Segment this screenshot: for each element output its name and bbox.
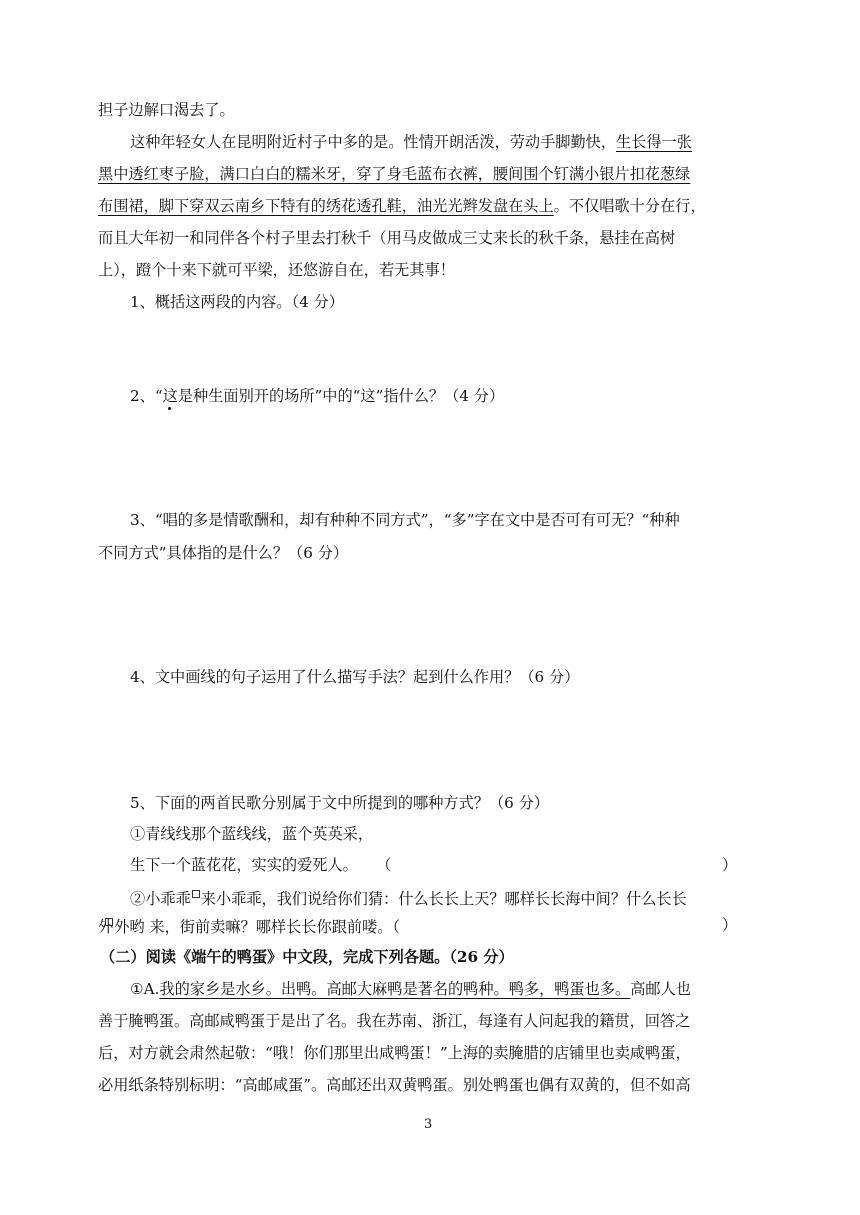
question-1 [130, 295, 344, 310]
text: ①A. [130, 980, 160, 998]
section-2-line-4 [98, 1078, 691, 1093]
text: 高邮人也 [630, 980, 691, 998]
box-glyph-icon [192, 890, 200, 898]
text: 这 [162, 387, 178, 405]
question-4 [130, 670, 579, 685]
text: 外 [98, 918, 114, 937]
section-2-line-3 [98, 1046, 691, 1061]
underlined-text: 我的家乡是水乡。出鸭。高邮大麻鸭是著名的鸭种。鸭多，鸭蛋也多。 [159, 980, 631, 998]
answer-paren-close: ） [722, 916, 738, 934]
answer-paren-close: ） [722, 856, 738, 874]
text: 不同方式”具体指的是什么？（6 分） [98, 544, 349, 562]
underlined-text: 布围裙，脚下穿双云南乡下特有的绣花透孔鞋，油光光辫发盘在头上 [98, 197, 554, 215]
text: 担子边解口渴去了。 [98, 101, 235, 119]
question-2 [130, 389, 504, 404]
question-3-line-2 [98, 546, 348, 561]
text: 善于腌鸭蛋。高邮咸鸭蛋于是出了名。我在苏南、浙江，每逢有人问起我的籍贯，回答之 [98, 1012, 691, 1030]
paragraph-line [130, 135, 692, 150]
text: 生下一个蓝花花，实实的爱死人。 [130, 856, 358, 874]
paragraph-line [98, 263, 455, 278]
page-number: 3 [424, 1117, 433, 1132]
text: ①青线线那个蓝线线，蓝个英英采， [130, 825, 373, 843]
text: 必用纸条特别标明：“高邮咸蛋”。高邮还出双黄鸭蛋。别处鸭蛋也偶有双黄的，但不如高 [98, 1076, 691, 1094]
text: 5、下面的两首民歌分别属于文中所提到的哪种方式？（6 分） [130, 794, 550, 812]
paragraph-line [98, 103, 235, 118]
song-2-line-2 [98, 918, 400, 935]
underlined-text: 生长得一张 [616, 133, 692, 151]
section-2-line-2 [98, 1014, 690, 1029]
text: 是种生面别开的场所”中的“这”指什么？（4 分） [177, 387, 505, 405]
emphasis-dot [168, 407, 171, 410]
question-5 [130, 796, 549, 811]
box-glyph-icon [105, 918, 113, 926]
section-2-line-1 [130, 982, 691, 997]
text: 3、“唱的多是情歌酬和，却有种种不同方式”，“多”字在文中是否可有可无？“种种 [130, 511, 680, 529]
paragraph-line [98, 231, 675, 246]
text: 4、文中画线的句子运用了什么描写手法？起到什么作用？（6 分） [130, 668, 580, 686]
emphasis-char [163, 387, 178, 405]
text: 。不仅唱歌十分在行， [553, 197, 706, 215]
text: 2、“ [130, 387, 163, 405]
underlined-text: 黑中透红枣子脸，满口白白的糯米牙，穿了身毛蓝布衣裤，腰间围个钉满小银片扣花葱绿 [98, 165, 691, 183]
text: 外哟 来，街前卖嘛？哪样长长你跟前喽。（ [114, 918, 400, 937]
song-2-line-1 [130, 890, 687, 907]
text: 而且大年初一和同伴各个村子里去打秋千（用马皮做成三丈来长的秋千条，悬挂在高树 [98, 229, 676, 247]
text: 来小乖乖，我们说给你们猜：什么长长上天？哪样长长海中间？什么长长 [200, 890, 687, 909]
text: 后，对方就会肃然起敬：“哦！你们那里出咸鸭蛋！”上海的卖腌腊的店铺里也卖咸鸭蛋， [98, 1044, 691, 1062]
section-2-heading [100, 950, 514, 965]
text: ②小乖乖 [130, 890, 191, 909]
song-1-line-1 [130, 827, 373, 842]
song-1-line-2 [130, 858, 391, 873]
text: 这种年轻女人在昆明附近村子中多的是。性情开朗活泼，劳动手脚勤快， [130, 133, 616, 151]
question-3-line-1 [130, 513, 680, 528]
text: （二）阅读《端午的鸭蛋》中文段，完成下列各题。（26 分） [100, 948, 514, 966]
answer-paren-open: （ [383, 856, 392, 874]
paragraph-line [98, 167, 690, 182]
text: 1、概括这两段的内容。（4 分） [130, 293, 344, 311]
paragraph-line [98, 199, 706, 214]
text: 上），蹬个十来下就可平梁，还悠游自在，若无其事！ [98, 261, 455, 279]
